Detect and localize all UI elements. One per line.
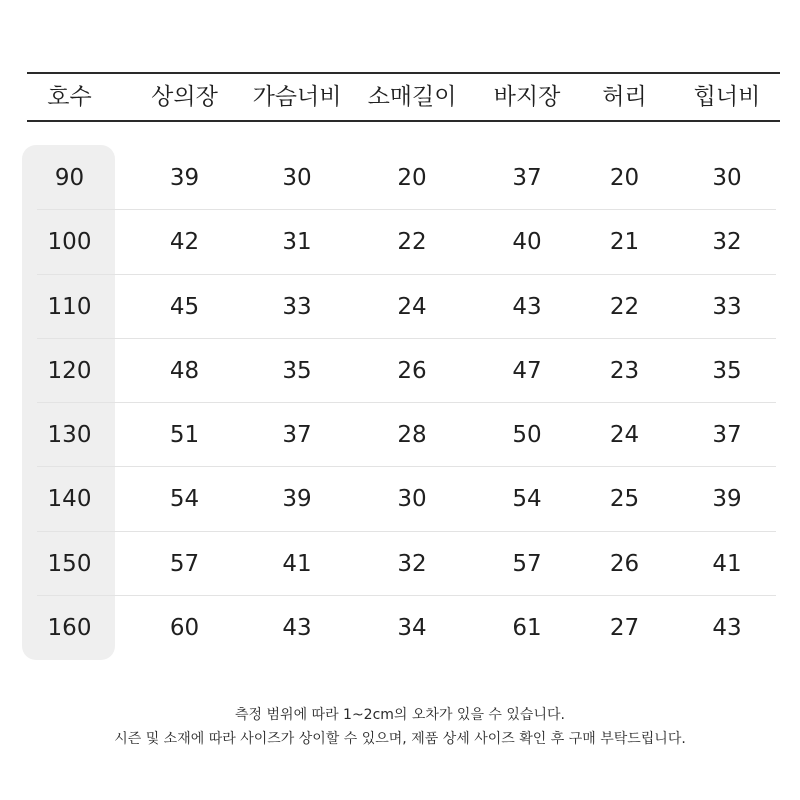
header-hip-width: 힙너비: [693, 84, 761, 110]
cell-size-number: 140: [47, 486, 92, 513]
table-row: [27, 275, 780, 339]
cell-size-number: 130: [47, 422, 92, 448]
table-row: [27, 403, 780, 467]
cell-top-length: 54: [169, 486, 200, 513]
cell-hip-width: 41: [712, 550, 742, 577]
size-notes: [0, 703, 800, 751]
size-table: [27, 70, 780, 670]
table-header-rule: [27, 120, 780, 122]
cell-top-length: 48: [169, 357, 200, 384]
cell-pants-length: 47: [512, 357, 542, 384]
cell-chest-width: 41: [282, 550, 312, 577]
header-top-length: 상의장: [151, 84, 218, 110]
cell-chest-width: 37: [282, 422, 312, 448]
cell-waist: 23: [609, 357, 640, 384]
cell-pants-length: 50: [512, 422, 542, 448]
table-header-row: [27, 74, 780, 120]
table-body: [27, 146, 780, 660]
cell-top-length: 39: [169, 165, 200, 191]
cell-chest-width: 31: [282, 229, 312, 256]
cell-waist: 26: [609, 550, 640, 577]
header-waist: 허리: [602, 84, 647, 110]
cell-pants-length: 37: [512, 165, 542, 191]
cell-waist: 20: [609, 165, 640, 191]
table-row: [27, 146, 780, 210]
cell-waist: 22: [609, 293, 640, 320]
header-chest-width: 가슴너비: [252, 84, 342, 110]
cell-size-number: 90: [54, 165, 85, 191]
cell-size-number: 110: [47, 293, 92, 320]
table-row: [27, 339, 780, 403]
cell-chest-width: 39: [282, 486, 312, 513]
cell-waist: 27: [609, 614, 640, 641]
cell-hip-width: 39: [712, 486, 742, 513]
cell-hip-width: 33: [712, 293, 742, 320]
cell-waist: 21: [609, 229, 640, 256]
cell-chest-width: 30: [282, 165, 312, 191]
cell-hip-width: 37: [712, 422, 742, 448]
table-row: [27, 467, 780, 531]
header-sleeve-length: 소매길이: [367, 84, 457, 110]
cell-sleeve-length: 20: [397, 165, 427, 191]
cell-pants-length: 43: [512, 293, 542, 320]
cell-top-length: 42: [169, 229, 200, 256]
table-row: [27, 596, 780, 660]
note-measurement-tolerance: 측정 범위에 따라 1~2cm의 오차가 있을 수 있습니다.: [235, 707, 565, 723]
cell-sleeve-length: 22: [397, 229, 427, 256]
cell-pants-length: 40: [512, 229, 542, 256]
cell-waist: 24: [609, 422, 640, 448]
header-pants-length: 바지장: [493, 84, 561, 110]
cell-size-number: 120: [47, 357, 92, 384]
table-row: [27, 210, 780, 274]
cell-hip-width: 35: [712, 357, 742, 384]
cell-sleeve-length: 26: [397, 357, 427, 384]
cell-chest-width: 33: [282, 293, 312, 320]
cell-pants-length: 54: [512, 486, 542, 513]
cell-hip-width: 32: [712, 229, 742, 256]
cell-hip-width: 43: [712, 614, 742, 641]
note-size-variation: 시즌 및 소재에 따라 사이즈가 상이할 수 있으며, 제품 상세 사이즈 확인 후 구매 부탁드립니다.: [114, 731, 686, 747]
cell-sleeve-length: 32: [397, 550, 427, 577]
cell-top-length: 60: [169, 614, 200, 641]
cell-pants-length: 57: [512, 550, 542, 577]
cell-pants-length: 61: [512, 614, 542, 641]
header-size-number: 호수: [47, 84, 92, 110]
cell-sleeve-length: 28: [397, 422, 427, 448]
cell-size-number: 160: [47, 614, 92, 641]
cell-sleeve-length: 24: [397, 293, 427, 320]
cell-size-number: 100: [47, 229, 92, 256]
cell-top-length: 51: [169, 422, 200, 448]
cell-chest-width: 43: [282, 614, 312, 641]
cell-top-length: 45: [169, 293, 200, 320]
table-row: [27, 532, 780, 596]
cell-top-length: 57: [169, 550, 200, 577]
cell-sleeve-length: 34: [397, 614, 427, 641]
cell-hip-width: 30: [712, 165, 742, 191]
cell-size-number: 150: [47, 550, 92, 577]
cell-waist: 25: [609, 486, 640, 513]
cell-chest-width: 35: [282, 357, 312, 384]
cell-sleeve-length: 30: [397, 486, 427, 513]
